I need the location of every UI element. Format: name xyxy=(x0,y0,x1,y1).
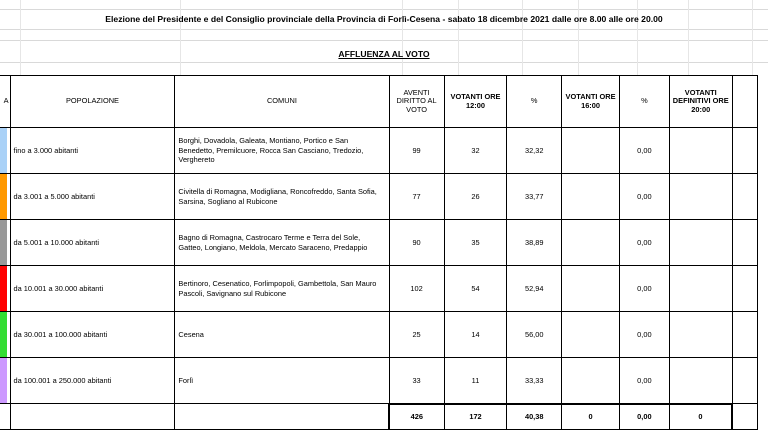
totals-row xyxy=(0,404,758,430)
column-header-votanti-20: VOTANTI DEFINITIVI ORE 20:00 xyxy=(669,76,732,128)
column-header-a: A xyxy=(0,76,10,128)
cell-aventi: 102 xyxy=(389,266,444,312)
cell-votanti-20 xyxy=(669,312,732,358)
cell-comuni: Forlì xyxy=(175,358,389,404)
column-header-perc-12: % xyxy=(507,76,562,128)
cell-extra xyxy=(732,358,757,404)
color-swatch xyxy=(0,128,7,173)
sheet-gridline xyxy=(0,40,768,41)
color-swatch xyxy=(0,174,7,219)
cell-votanti-20 xyxy=(669,266,732,312)
sheet-gridline xyxy=(0,29,768,30)
sheet-gridline xyxy=(0,9,768,10)
cell-extra xyxy=(732,128,757,174)
row-color-swatch xyxy=(0,128,10,174)
cell-perc-16: 0,00 xyxy=(620,128,670,174)
cell-votanti-16 xyxy=(562,128,620,174)
sheet-column-line xyxy=(578,0,579,75)
total-votanti-12: 172 xyxy=(444,404,507,430)
row-color-swatch xyxy=(0,312,10,358)
cell-perc-16: 0,00 xyxy=(620,312,670,358)
sheet-gridline xyxy=(0,62,768,63)
table-row xyxy=(0,128,758,174)
cell-votanti-16 xyxy=(562,266,620,312)
sheet-column-line xyxy=(522,0,523,75)
cell-comuni: Bagno di Romagna, Castrocaro Terme e Terra del Sole, Gatteo, Longiano, Meldola, Mercato Saraceno, Predappio xyxy=(175,220,389,266)
total-votanti-20: 0 xyxy=(669,404,732,430)
column-header-votanti-12: VOTANTI ORE 12:00 xyxy=(444,76,507,128)
column-header-comuni: COMUNI xyxy=(175,76,389,128)
cell-votanti-20 xyxy=(669,220,732,266)
cell-votanti-16 xyxy=(562,358,620,404)
column-header-perc-16: % xyxy=(620,76,670,128)
cell-aventi: 33 xyxy=(389,358,444,404)
row-color-swatch xyxy=(0,174,10,220)
cell-votanti-12: 32 xyxy=(444,128,507,174)
cell-empty xyxy=(175,404,389,430)
sheet-column-line xyxy=(20,0,21,75)
table-row xyxy=(0,312,758,358)
color-swatch xyxy=(0,358,7,403)
cell-empty xyxy=(0,404,10,430)
row-color-swatch xyxy=(0,220,10,266)
table-row xyxy=(0,358,758,404)
cell-votanti-12: 14 xyxy=(444,312,507,358)
sheet-column-line xyxy=(180,0,181,75)
cell-votanti-12: 26 xyxy=(444,174,507,220)
cell-extra xyxy=(732,174,757,220)
row-color-swatch xyxy=(0,358,10,404)
cell-perc-12: 33,77 xyxy=(507,174,562,220)
cell-perc-16: 0,00 xyxy=(620,220,670,266)
turnout-table xyxy=(0,75,758,430)
total-aventi: 426 xyxy=(389,404,444,430)
cell-popolazione: da 100.001 a 250.000 abitanti xyxy=(10,358,175,404)
cell-aventi: 77 xyxy=(389,174,444,220)
cell-comuni: Cesena xyxy=(175,312,389,358)
sheet-column-line xyxy=(688,0,689,75)
cell-extra xyxy=(732,266,757,312)
cell-extra xyxy=(732,312,757,358)
cell-votanti-16 xyxy=(562,220,620,266)
cell-votanti-12: 35 xyxy=(444,220,507,266)
cell-perc-16: 0,00 xyxy=(620,266,670,312)
cell-empty xyxy=(10,404,175,430)
cell-popolazione: da 5.001 a 10.000 abitanti xyxy=(10,220,175,266)
sheet-column-line xyxy=(752,0,753,75)
cell-extra xyxy=(732,404,757,430)
column-header-extra xyxy=(732,76,757,128)
cell-perc-16: 0,00 xyxy=(620,174,670,220)
row-color-swatch xyxy=(0,266,10,312)
header-row xyxy=(0,76,758,128)
cell-votanti-20 xyxy=(669,174,732,220)
cell-comuni: Civitella di Romagna, Modigliana, Roncofreddo, Santa Sofia, Sarsina, Sogliano al Rubicone xyxy=(175,174,389,220)
table-row xyxy=(0,266,758,312)
color-swatch xyxy=(0,266,7,311)
table-row xyxy=(0,174,758,220)
cell-aventi: 99 xyxy=(389,128,444,174)
cell-perc-12: 33,33 xyxy=(507,358,562,404)
sheet-column-line xyxy=(458,0,459,75)
total-perc-12: 40,38 xyxy=(507,404,562,430)
total-perc-16: 0,00 xyxy=(620,404,670,430)
section-title: AFFLUENZA AL VOTO xyxy=(338,49,430,59)
cell-aventi: 90 xyxy=(389,220,444,266)
cell-comuni: Borghi, Dovadola, Galeata, Montiano, Portico e San Benedetto, Premilcuore, Rocca San Casciano, Tredozio, Verghereto xyxy=(175,128,389,174)
cell-popolazione: da 10.001 a 30.000 abitanti xyxy=(10,266,175,312)
cell-popolazione: da 30.001 a 100.000 abitanti xyxy=(10,312,175,358)
cell-comuni: Bertinoro, Cesenatico, Forlimpopoli, Gambettola, San Mauro Pascoli, Savignano sul Rubicone xyxy=(175,266,389,312)
cell-aventi: 25 xyxy=(389,312,444,358)
cell-perc-12: 52,94 xyxy=(507,266,562,312)
cell-perc-12: 38,89 xyxy=(507,220,562,266)
cell-votanti-16 xyxy=(562,174,620,220)
document-title: Elezione del Presidente e del Consiglio provinciale della Provincia di Forlì-Cesena - sabato 18 dicembre 2021 dalle ore 8.00 alle ore 20.00 xyxy=(105,14,663,24)
column-header-aventi: AVENTI DIRITTO AL VOTO xyxy=(389,76,444,128)
total-votanti-16: 0 xyxy=(562,404,620,430)
cell-votanti-12: 54 xyxy=(444,266,507,312)
cell-popolazione: da 3.001 a 5.000 abitanti xyxy=(10,174,175,220)
color-swatch xyxy=(0,220,7,265)
sheet-column-line xyxy=(402,0,403,75)
cell-perc-12: 32,32 xyxy=(507,128,562,174)
cell-votanti-12: 11 xyxy=(444,358,507,404)
cell-perc-12: 56,00 xyxy=(507,312,562,358)
table-row xyxy=(0,220,758,266)
cell-perc-16: 0,00 xyxy=(620,358,670,404)
column-header-popolazione: POPOLAZIONE xyxy=(10,76,175,128)
cell-votanti-20 xyxy=(669,128,732,174)
column-header-votanti-16: VOTANTI ORE 16:00 xyxy=(562,76,620,128)
sheet-column-line xyxy=(637,0,638,75)
cell-popolazione: fino a 3.000 abitanti xyxy=(10,128,175,174)
cell-votanti-20 xyxy=(669,358,732,404)
cell-votanti-16 xyxy=(562,312,620,358)
color-swatch xyxy=(0,312,7,357)
cell-extra xyxy=(732,220,757,266)
